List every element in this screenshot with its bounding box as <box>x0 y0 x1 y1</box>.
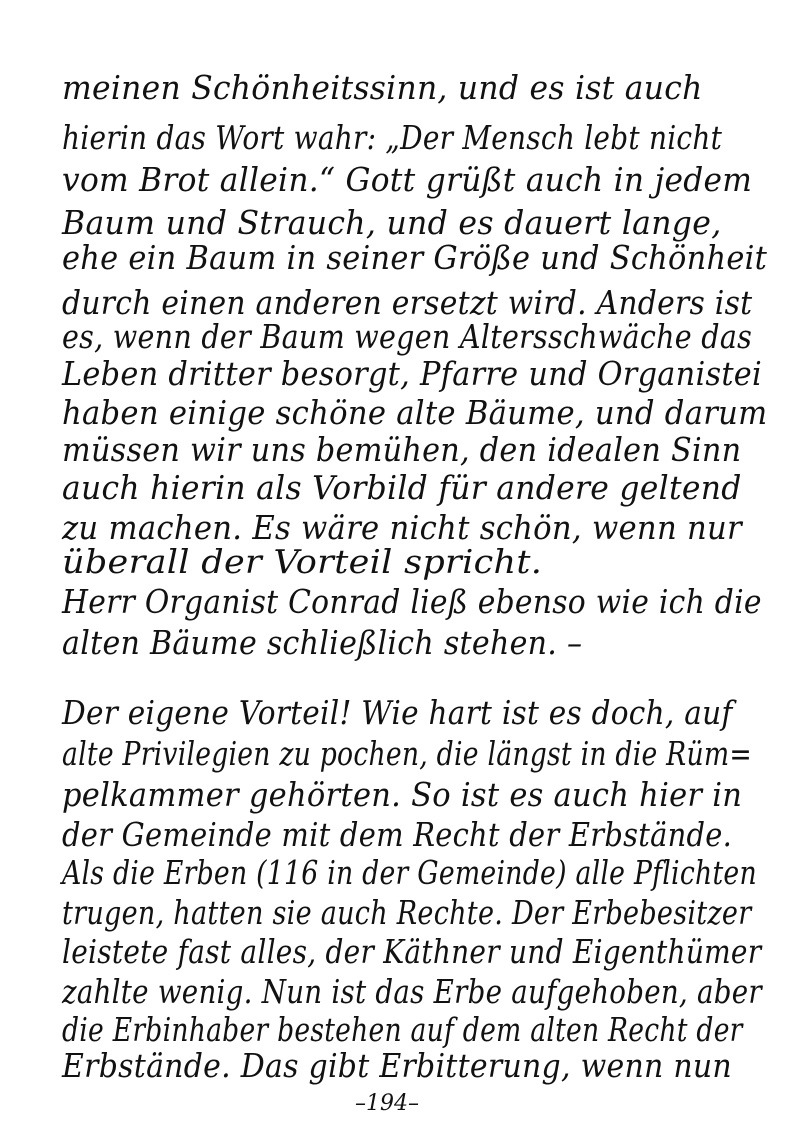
text-line: Herr Organist Conrad ließ ebenso wie ich die <box>62 582 762 621</box>
text-line: leistete fast alles, der Käthner und Eigenthümer <box>62 932 762 971</box>
text-line: vom Brot allein.“ Gott grüßt auch in jedem <box>62 160 753 199</box>
text-line: es, wenn der Baum wegen Altersschwäche das <box>62 317 753 356</box>
text-line: Leben dritter besorgt, Pfarre und Organistei <box>62 354 763 393</box>
page-number: –194– <box>355 1091 419 1116</box>
text-line: Erbstände. Das gibt Erbitterung, wenn nun <box>62 1046 732 1085</box>
text-line: zahlte wenig. Nun ist das Erbe aufgehoben, aber <box>62 972 762 1011</box>
text-line: Als die Erben (116 in der Gemeinde) alle Pflichten <box>62 853 757 892</box>
text-line: Baum und Strauch, und es dauert lange, <box>62 203 722 242</box>
text-line: durch einen anderen ersetzt wird. Anders ist <box>62 283 753 322</box>
text-line: haben einige schöne alte Bäume, und darum <box>62 393 768 432</box>
text-line: zu machen. Es wäre nicht schön, wenn nur <box>62 508 742 547</box>
text-line: auch hierin als Vorbild für andere geltend <box>62 468 742 507</box>
text-line: hierin das Wort wahr: „Der Mensch lebt nicht <box>62 118 723 157</box>
text-line: der Gemeinde mit dem Recht der Erbstände. <box>62 815 733 854</box>
text-line: pelkammer gehörten. So ist es auch hier in <box>62 775 743 814</box>
text-line: alten Bäume schließlich stehen. – <box>62 623 583 662</box>
text-line: meinen Schönheitssinn, und es ist auch <box>62 68 703 107</box>
text-line: ehe ein Baum in seiner Größe und Schönheit <box>62 238 768 277</box>
text-line: alte Privilegien zu pochen, die längst in die Rüm= <box>62 734 752 773</box>
text-line: müssen wir uns bemühen, den idealen Sinn <box>62 430 742 469</box>
text-line: die Erbinhaber bestehen auf dem alten Recht der <box>62 1010 743 1049</box>
text-line: überall der Vorteil spricht. <box>62 542 543 581</box>
text-line: Der eigene Vorteil! Wie hart ist es doch, auf <box>62 693 733 732</box>
text-line: trugen, hatten sie auch Rechte. Der Erbebesitzer <box>62 893 752 932</box>
